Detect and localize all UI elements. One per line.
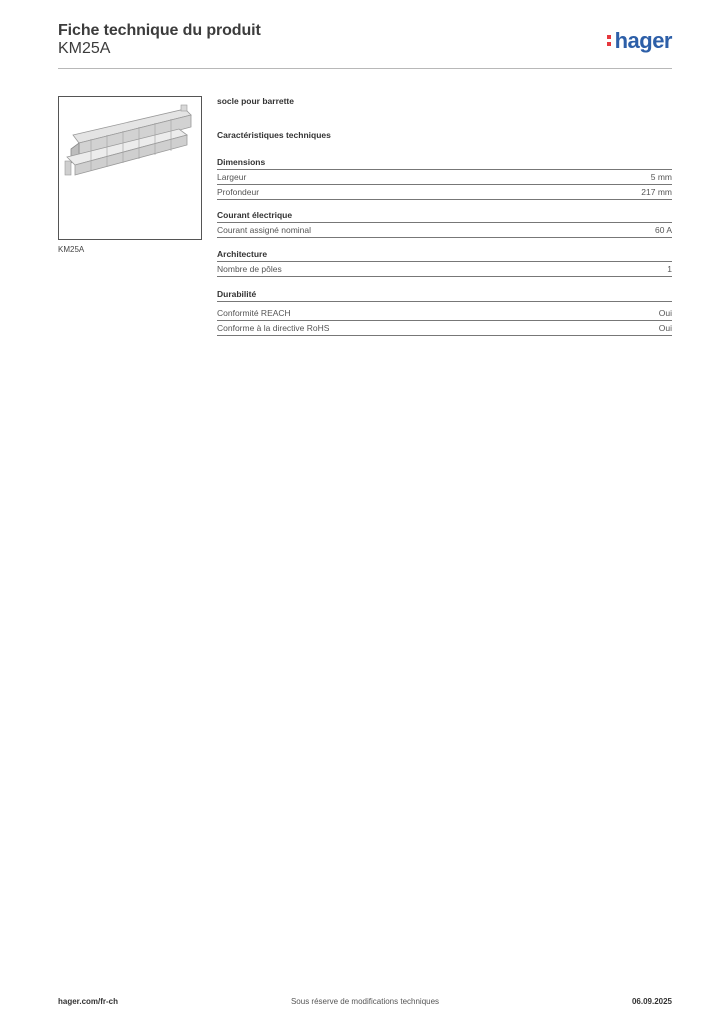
spec-label: Largeur	[217, 172, 247, 182]
section-dimensions	[217, 156, 672, 200]
product-image-caption: KM25A	[58, 245, 85, 254]
product-image	[58, 96, 202, 240]
footer-date: 06.09.2025	[631, 997, 672, 1006]
spec-value: 60 A	[654, 225, 672, 235]
footer-notice: Sous réserve de modifications techniques	[290, 997, 440, 1006]
spec-label: Nombre de pôles	[217, 264, 282, 274]
page-header	[58, 22, 672, 70]
terminal-block-illustration	[59, 97, 201, 239]
spec-row	[217, 321, 672, 336]
spec-value: 1	[667, 264, 672, 274]
footer-website: hager.com/fr-ch	[58, 997, 119, 1006]
spec-value: 5 mm	[650, 172, 672, 182]
section-title: Architecture	[217, 248, 672, 262]
header-divider	[58, 68, 672, 69]
product-code: KM25A	[58, 40, 111, 57]
section-title: Durabilité	[217, 288, 672, 302]
logo-dots	[607, 35, 612, 49]
spec-row	[217, 170, 672, 185]
section-durability	[217, 288, 672, 336]
spec-row	[217, 185, 672, 200]
section-architecture	[217, 248, 672, 277]
spec-row	[217, 306, 672, 321]
hager-logo	[615, 28, 672, 54]
page-title: Fiche technique du produit	[58, 22, 261, 39]
spec-value: 217 mm	[641, 187, 672, 197]
product-description: socle pour barrette	[217, 96, 294, 106]
section-title: Dimensions	[217, 156, 672, 170]
spec-value: Oui	[658, 323, 672, 333]
spec-label: Conforme à la directive RoHS	[217, 323, 330, 333]
spec-label: Conformité REACH	[217, 308, 291, 318]
spec-row	[217, 223, 672, 238]
section-current	[217, 209, 672, 238]
spec-label: Courant assigné nominal	[217, 225, 312, 235]
logo-text: hager	[614, 28, 672, 53]
spec-value: Oui	[658, 308, 672, 318]
section-title: Courant électrique	[217, 209, 672, 223]
characteristics-heading: Caractéristiques techniques	[217, 130, 331, 140]
spec-row	[217, 262, 672, 277]
spec-label: Profondeur	[217, 187, 260, 197]
